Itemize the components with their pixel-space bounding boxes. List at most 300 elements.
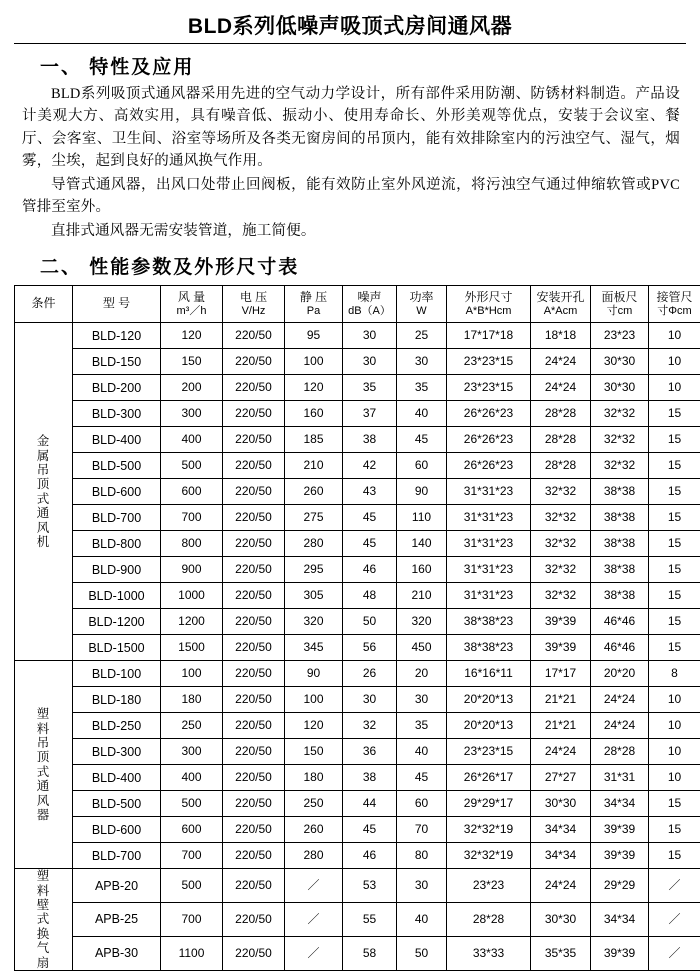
cell-press: 185 [285, 427, 343, 453]
cell-noise: 36 [343, 739, 397, 765]
cell-power: 20 [397, 661, 447, 687]
table-row [15, 739, 700, 765]
cell-noise: 42 [343, 453, 397, 479]
cell-noise: 48 [343, 583, 397, 609]
cell-panel: 46*46 [591, 609, 649, 635]
features-body [22, 83, 680, 242]
group-label-char: 机 [15, 535, 72, 549]
cell-pipe: 15 [649, 635, 700, 661]
cell-volt: 220/50 [223, 401, 285, 427]
cell-volt: 220/50 [223, 713, 285, 739]
column-header-panel-size: 面板尺 寸cm [591, 286, 649, 323]
cell-power: 40 [397, 903, 447, 937]
group-label-char: 器 [15, 808, 72, 822]
cell-press: 295 [285, 557, 343, 583]
cell-power: 110 [397, 505, 447, 531]
cell-pipe: 15 [649, 583, 700, 609]
cell-dim: 26*26*23 [447, 401, 531, 427]
group-label-char: 风 [15, 794, 72, 808]
cell-dim: 26*26*23 [447, 453, 531, 479]
cell-air: 400 [161, 427, 223, 453]
column-header-noise: 噪声 dB（A） [343, 286, 397, 323]
table-header [15, 286, 700, 323]
cell-air: 1000 [161, 583, 223, 609]
cell-dim: 29*29*17 [447, 791, 531, 817]
cell-model: APB-25 [73, 903, 161, 937]
cell-noise: 35 [343, 375, 397, 401]
cell-power: 140 [397, 531, 447, 557]
cell-press: 280 [285, 531, 343, 557]
table-row [15, 661, 700, 687]
group-label-char: 扇 [15, 956, 72, 970]
cell-power: 60 [397, 453, 447, 479]
cell-pipe: 10 [649, 739, 700, 765]
cell-air: 250 [161, 713, 223, 739]
cell-panel: 31*31 [591, 765, 649, 791]
cell-air: 400 [161, 765, 223, 791]
cell-dim: 17*17*18 [447, 323, 531, 349]
group-label-cell [15, 869, 73, 971]
table-row [15, 427, 700, 453]
column-header-dimensions: 外形尺寸 A*B*Hcm [447, 286, 531, 323]
cell-power: 160 [397, 557, 447, 583]
cell-power: 60 [397, 791, 447, 817]
cell-power: 30 [397, 687, 447, 713]
cell-press: 160 [285, 401, 343, 427]
cell-air: 500 [161, 791, 223, 817]
table-body [15, 323, 700, 971]
cell-volt: 220/50 [223, 479, 285, 505]
cell-power: 70 [397, 817, 447, 843]
cell-noise: 46 [343, 557, 397, 583]
cell-model: BLD-400 [73, 427, 161, 453]
cell-model: BLD-300 [73, 739, 161, 765]
cell-air: 300 [161, 401, 223, 427]
cell-dim: 31*31*23 [447, 531, 531, 557]
cell-panel: 30*30 [591, 375, 649, 401]
cell-volt: 220/50 [223, 739, 285, 765]
cell-press: 120 [285, 713, 343, 739]
cell-model: BLD-600 [73, 479, 161, 505]
group-label-char: 通 [15, 779, 72, 793]
cell-air: 700 [161, 843, 223, 869]
table-row [15, 869, 700, 903]
group-label-char: 气 [15, 941, 72, 955]
cell-pipe: 15 [649, 479, 700, 505]
cell-panel: 38*38 [591, 531, 649, 557]
cell-model: BLD-1500 [73, 635, 161, 661]
cell-volt: 220/50 [223, 557, 285, 583]
cell-power: 30 [397, 869, 447, 903]
cell-pipe: 10 [649, 713, 700, 739]
cell-panel: 38*38 [591, 479, 649, 505]
group-label-char: 换 [15, 927, 72, 941]
cell-open: 24*24 [531, 739, 591, 765]
cell-power: 35 [397, 713, 447, 739]
cell-power: 50 [397, 937, 447, 971]
cell-noise: 37 [343, 401, 397, 427]
cell-model: APB-30 [73, 937, 161, 971]
cell-pipe: 10 [649, 687, 700, 713]
cell-panel: 24*24 [591, 713, 649, 739]
table-row [15, 609, 700, 635]
column-header-airflow: 风 量 m³／h [161, 286, 223, 323]
cell-pipe: 8 [649, 661, 700, 687]
cell-noise: 45 [343, 531, 397, 557]
group-label-char: 料 [15, 884, 72, 898]
cell-press: 260 [285, 817, 343, 843]
cell-open: 32*32 [531, 505, 591, 531]
cell-power: 25 [397, 323, 447, 349]
cell-model: BLD-600 [73, 817, 161, 843]
cell-panel: 46*46 [591, 635, 649, 661]
cell-open: 30*30 [531, 791, 591, 817]
cell-air: 500 [161, 869, 223, 903]
cell-air: 500 [161, 453, 223, 479]
cell-press: 95 [285, 323, 343, 349]
cell-press: 320 [285, 609, 343, 635]
cell-pipe: ／ [649, 937, 700, 971]
cell-dim: 31*31*23 [447, 479, 531, 505]
cell-open: 18*18 [531, 323, 591, 349]
cell-open: 39*39 [531, 609, 591, 635]
cell-noise: 30 [343, 687, 397, 713]
cell-model: BLD-900 [73, 557, 161, 583]
cell-panel: 20*20 [591, 661, 649, 687]
cell-noise: 55 [343, 903, 397, 937]
cell-pipe: 15 [649, 791, 700, 817]
cell-open: 24*24 [531, 869, 591, 903]
cell-dim: 23*23*15 [447, 375, 531, 401]
cell-noise: 46 [343, 843, 397, 869]
cell-press: 345 [285, 635, 343, 661]
cell-power: 45 [397, 765, 447, 791]
cell-noise: 50 [343, 609, 397, 635]
table-row [15, 349, 700, 375]
cell-model: BLD-300 [73, 401, 161, 427]
cell-dim: 38*38*23 [447, 609, 531, 635]
paragraph-2: 导管式通风器，出风口处带止回阀板，能有效防止室外风逆流，将污浊空气通过伸缩软管或PVC管排至室外。 [22, 174, 680, 219]
cell-pipe: 15 [649, 505, 700, 531]
group-label-char: 料 [15, 722, 72, 736]
cell-dim: 31*31*23 [447, 505, 531, 531]
cell-pipe: 15 [649, 401, 700, 427]
cell-press: 100 [285, 687, 343, 713]
cell-air: 1500 [161, 635, 223, 661]
column-header-opening: 安装开孔 A*Acm [531, 286, 591, 323]
cell-dim: 26*26*17 [447, 765, 531, 791]
cell-open: 32*32 [531, 531, 591, 557]
cell-volt: 220/50 [223, 375, 285, 401]
cell-press: 180 [285, 765, 343, 791]
cell-dim: 26*26*23 [447, 427, 531, 453]
column-header-static-pressure: 静 压 Pa [285, 286, 343, 323]
cell-power: 30 [397, 349, 447, 375]
cell-pipe: 15 [649, 843, 700, 869]
cell-open: 32*32 [531, 479, 591, 505]
table-row [15, 817, 700, 843]
cell-panel: 39*39 [591, 937, 649, 971]
cell-open: 21*21 [531, 713, 591, 739]
table-row [15, 713, 700, 739]
cell-model: BLD-700 [73, 505, 161, 531]
cell-dim: 20*20*13 [447, 687, 531, 713]
table-row [15, 791, 700, 817]
table-row [15, 583, 700, 609]
cell-model: BLD-120 [73, 323, 161, 349]
group-label-char: 属 [15, 449, 72, 463]
cell-press: ／ [285, 869, 343, 903]
cell-volt: 220/50 [223, 765, 285, 791]
table-row [15, 903, 700, 937]
cell-panel: 34*34 [591, 791, 649, 817]
cell-panel: 38*38 [591, 557, 649, 583]
cell-panel: 38*38 [591, 583, 649, 609]
cell-open: 27*27 [531, 765, 591, 791]
cell-noise: 30 [343, 349, 397, 375]
cell-model: BLD-400 [73, 765, 161, 791]
cell-press: ／ [285, 903, 343, 937]
table-row [15, 505, 700, 531]
cell-open: 39*39 [531, 635, 591, 661]
group-label-cell [15, 661, 73, 869]
cell-air: 150 [161, 349, 223, 375]
group-label-char: 塑 [15, 707, 72, 721]
group-label-char: 通 [15, 506, 72, 520]
cell-open: 24*24 [531, 349, 591, 375]
cell-volt: 220/50 [223, 661, 285, 687]
cell-dim: 32*32*19 [447, 843, 531, 869]
group-label-char: 顶 [15, 750, 72, 764]
cell-air: 800 [161, 531, 223, 557]
cell-volt: 220/50 [223, 323, 285, 349]
cell-noise: 30 [343, 323, 397, 349]
group-label-cell [15, 323, 73, 661]
cell-power: 45 [397, 427, 447, 453]
cell-open: 32*32 [531, 583, 591, 609]
cell-pipe: 10 [649, 323, 700, 349]
cell-panel: 39*39 [591, 843, 649, 869]
cell-volt: 220/50 [223, 453, 285, 479]
table-row [15, 843, 700, 869]
group-label-char: 式 [15, 912, 72, 926]
cell-volt: 220/50 [223, 937, 285, 971]
cell-air: 180 [161, 687, 223, 713]
table-row [15, 937, 700, 971]
cell-volt: 220/50 [223, 583, 285, 609]
cell-open: 28*28 [531, 453, 591, 479]
cell-pipe: 15 [649, 453, 700, 479]
cell-open: 28*28 [531, 427, 591, 453]
cell-panel: 32*32 [591, 427, 649, 453]
cell-air: 1200 [161, 609, 223, 635]
paragraph-3: 直排式通风器无需安装管道，施工简便。 [22, 220, 680, 242]
cell-dim: 31*31*23 [447, 557, 531, 583]
cell-open: 17*17 [531, 661, 591, 687]
cell-dim: 32*32*19 [447, 817, 531, 843]
cell-press: 210 [285, 453, 343, 479]
cell-panel: 32*32 [591, 401, 649, 427]
cell-air: 700 [161, 903, 223, 937]
cell-panel: 28*28 [591, 739, 649, 765]
cell-model: BLD-250 [73, 713, 161, 739]
cell-volt: 220/50 [223, 687, 285, 713]
cell-volt: 220/50 [223, 427, 285, 453]
group-label-char: 金 [15, 434, 72, 448]
cell-model: BLD-500 [73, 453, 161, 479]
cell-volt: 220/50 [223, 531, 285, 557]
cell-air: 1100 [161, 937, 223, 971]
cell-dim: 33*33 [447, 937, 531, 971]
cell-open: 35*35 [531, 937, 591, 971]
cell-dim: 20*20*13 [447, 713, 531, 739]
column-header-model: 型 号 [73, 286, 161, 323]
specification-table [14, 285, 700, 971]
cell-panel: 23*23 [591, 323, 649, 349]
cell-press: ／ [285, 937, 343, 971]
cell-volt: 220/50 [223, 505, 285, 531]
cell-air: 120 [161, 323, 223, 349]
cell-noise: 45 [343, 817, 397, 843]
cell-pipe: 10 [649, 765, 700, 791]
group-label-char: 风 [15, 521, 72, 535]
cell-air: 900 [161, 557, 223, 583]
cell-open: 28*28 [531, 401, 591, 427]
cell-noise: 56 [343, 635, 397, 661]
cell-pipe: ／ [649, 903, 700, 937]
title-divider [14, 43, 686, 44]
cell-model: APB-20 [73, 869, 161, 903]
cell-open: 34*34 [531, 817, 591, 843]
cell-pipe: ／ [649, 869, 700, 903]
cell-open: 34*34 [531, 843, 591, 869]
cell-power: 210 [397, 583, 447, 609]
cell-press: 150 [285, 739, 343, 765]
table-row [15, 531, 700, 557]
cell-panel: 29*29 [591, 869, 649, 903]
table-header-row [15, 286, 700, 323]
cell-open: 24*24 [531, 375, 591, 401]
cell-press: 120 [285, 375, 343, 401]
cell-panel: 38*38 [591, 505, 649, 531]
cell-pipe: 15 [649, 531, 700, 557]
cell-dim: 31*31*23 [447, 583, 531, 609]
group-label-char: 吊 [15, 463, 72, 477]
cell-model: BLD-100 [73, 661, 161, 687]
group-label-char: 吊 [15, 736, 72, 750]
table-row [15, 687, 700, 713]
cell-dim: 16*16*11 [447, 661, 531, 687]
cell-press: 305 [285, 583, 343, 609]
cell-model: BLD-800 [73, 531, 161, 557]
cell-power: 40 [397, 739, 447, 765]
table-row [15, 557, 700, 583]
cell-panel: 24*24 [591, 687, 649, 713]
cell-noise: 38 [343, 765, 397, 791]
cell-press: 275 [285, 505, 343, 531]
cell-open: 21*21 [531, 687, 591, 713]
cell-noise: 26 [343, 661, 397, 687]
group-label-char: 式 [15, 765, 72, 779]
group-label-char: 顶 [15, 477, 72, 491]
cell-noise: 53 [343, 869, 397, 903]
cell-air: 600 [161, 479, 223, 505]
cell-volt: 220/50 [223, 791, 285, 817]
cell-model: BLD-200 [73, 375, 161, 401]
cell-press: 250 [285, 791, 343, 817]
column-header-voltage: 电 压 V/Hz [223, 286, 285, 323]
cell-model: BLD-180 [73, 687, 161, 713]
cell-pipe: 10 [649, 375, 700, 401]
table-row [15, 323, 700, 349]
cell-noise: 58 [343, 937, 397, 971]
cell-pipe: 15 [649, 557, 700, 583]
cell-model: BLD-700 [73, 843, 161, 869]
cell-power: 90 [397, 479, 447, 505]
cell-air: 200 [161, 375, 223, 401]
cell-power: 320 [397, 609, 447, 635]
cell-volt: 220/50 [223, 843, 285, 869]
cell-model: BLD-1200 [73, 609, 161, 635]
cell-volt: 220/50 [223, 609, 285, 635]
cell-pipe: 15 [649, 609, 700, 635]
cell-air: 300 [161, 739, 223, 765]
table-row [15, 479, 700, 505]
table-row [15, 765, 700, 791]
cell-press: 90 [285, 661, 343, 687]
cell-power: 40 [397, 401, 447, 427]
page-title: BLD系列低噪声吸顶式房间通风器 [14, 10, 686, 40]
cell-model: BLD-1000 [73, 583, 161, 609]
cell-pipe: 10 [649, 349, 700, 375]
cell-noise: 45 [343, 505, 397, 531]
cell-pipe: 15 [649, 427, 700, 453]
column-header-power: 功率 W [397, 286, 447, 323]
group-label-char: 塑 [15, 869, 72, 883]
cell-press: 260 [285, 479, 343, 505]
cell-air: 600 [161, 817, 223, 843]
cell-open: 32*32 [531, 557, 591, 583]
cell-panel: 34*34 [591, 903, 649, 937]
cell-pipe: 15 [649, 817, 700, 843]
table-row [15, 453, 700, 479]
cell-press: 280 [285, 843, 343, 869]
cell-noise: 44 [343, 791, 397, 817]
cell-volt: 220/50 [223, 869, 285, 903]
cell-dim: 38*38*23 [447, 635, 531, 661]
cell-model: BLD-150 [73, 349, 161, 375]
cell-noise: 38 [343, 427, 397, 453]
cell-power: 450 [397, 635, 447, 661]
cell-volt: 220/50 [223, 903, 285, 937]
cell-model: BLD-500 [73, 791, 161, 817]
column-header-duct-size: 接管尺 寸Φcm [649, 286, 700, 323]
table-row [15, 401, 700, 427]
cell-power: 80 [397, 843, 447, 869]
cell-noise: 32 [343, 713, 397, 739]
paragraph-1: BLD系列吸顶式通风器采用先进的空气动力学设计，所有部件采用防潮、防锈材料制造。产品设计美观大方、高效实用，具有噪音低、振动小、使用寿命长、外形美观等优点，安装于会议室、餐厅、会客室、卫生间、浴室等场所及各类无窗房间的吊顶内，能有效排除室内的污浊空气、湿气，烟雾，尘埃，起到良好的通风换气作用。 [22, 83, 680, 173]
cell-panel: 32*32 [591, 453, 649, 479]
cell-noise: 43 [343, 479, 397, 505]
group-label-char: 式 [15, 492, 72, 506]
cell-dim: 23*23*15 [447, 349, 531, 375]
cell-dim: 28*28 [447, 903, 531, 937]
group-label-char: 壁 [15, 898, 72, 912]
cell-volt: 220/50 [223, 349, 285, 375]
cell-volt: 220/50 [223, 817, 285, 843]
section-heading-features: 一、 特性及应用 [40, 52, 686, 79]
cell-dim: 23*23*15 [447, 739, 531, 765]
